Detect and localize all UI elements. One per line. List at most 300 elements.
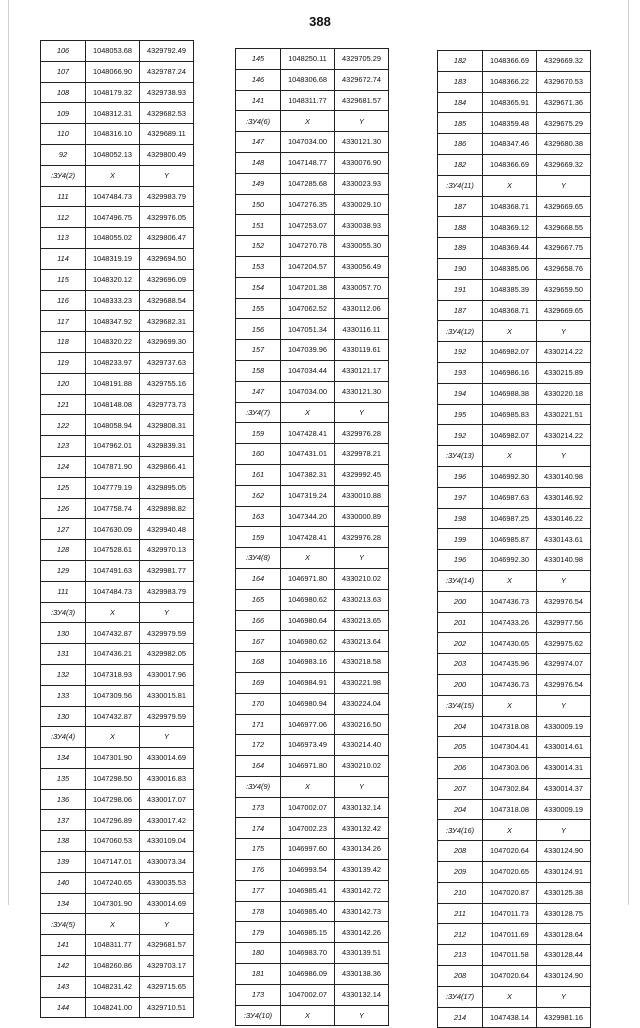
point-number-cell: 182 bbox=[438, 51, 483, 72]
x-coordinate-cell: 1048311.77 bbox=[281, 90, 335, 111]
x-coordinate-cell: 1046997.60 bbox=[281, 839, 335, 860]
x-coordinate-cell: 1046980.94 bbox=[281, 693, 335, 714]
y-coordinate-cell: 4330139.42 bbox=[335, 860, 389, 881]
y-header-cell: Y bbox=[537, 570, 591, 591]
y-coordinate-cell: 4330210.02 bbox=[335, 756, 389, 777]
y-header-cell: Y bbox=[335, 111, 389, 132]
table-row bbox=[438, 404, 591, 425]
x-coordinate-cell: 1047201.38 bbox=[281, 277, 335, 298]
x-coordinate-cell: 1047428.41 bbox=[281, 423, 335, 444]
y-coordinate-cell: 4329682.31 bbox=[140, 311, 194, 332]
point-number-cell: 171 bbox=[236, 714, 281, 735]
point-number-cell: 125 bbox=[41, 477, 86, 498]
section-label-cell: :ЗУ4(15) bbox=[438, 695, 483, 716]
y-header-cell: Y bbox=[335, 1005, 389, 1026]
point-number-cell: 132 bbox=[41, 664, 86, 685]
section-header-row bbox=[41, 914, 194, 935]
section-header-row bbox=[41, 602, 194, 623]
point-number-cell: 172 bbox=[236, 735, 281, 756]
x-coordinate-cell: 1047020.64 bbox=[483, 841, 537, 862]
x-coordinate-cell: 1046984.91 bbox=[281, 672, 335, 693]
y-coordinate-cell: 4330014.61 bbox=[537, 737, 591, 758]
section-header-row bbox=[438, 570, 591, 591]
section-label-cell: :ЗУ4(12) bbox=[438, 321, 483, 342]
section-label-cell: :ЗУ4(3) bbox=[41, 602, 86, 623]
table-row bbox=[41, 706, 194, 727]
table-row bbox=[236, 69, 389, 90]
x-coordinate-cell: 1046982.07 bbox=[483, 342, 537, 363]
x-coordinate-cell: 1048260.86 bbox=[86, 956, 140, 977]
table-row bbox=[438, 508, 591, 529]
point-number-cell: 145 bbox=[236, 49, 281, 70]
y-coordinate-cell: 4330142.26 bbox=[335, 922, 389, 943]
y-coordinate-cell: 4330017.07 bbox=[140, 789, 194, 810]
x-header-cell: X bbox=[86, 914, 140, 935]
point-number-cell: 192 bbox=[438, 425, 483, 446]
y-coordinate-cell: 4330146.22 bbox=[537, 508, 591, 529]
table-row bbox=[438, 238, 591, 259]
y-coordinate-cell: 4329979.59 bbox=[140, 623, 194, 644]
x-coordinate-cell: 1047298.06 bbox=[86, 789, 140, 810]
y-coordinate-cell: 4330029.10 bbox=[335, 194, 389, 215]
x-coordinate-cell: 1047430.65 bbox=[483, 633, 537, 654]
point-number-cell: 210 bbox=[438, 882, 483, 903]
y-coordinate-cell: 4330121.30 bbox=[335, 381, 389, 402]
x-coordinate-cell: 1048055.02 bbox=[86, 228, 140, 249]
point-number-cell: 208 bbox=[438, 966, 483, 987]
x-coordinate-cell: 1046977.06 bbox=[281, 714, 335, 735]
point-number-cell: 120 bbox=[41, 373, 86, 394]
y-coordinate-cell: 4330010.88 bbox=[335, 485, 389, 506]
y-coordinate-cell: 4330213.64 bbox=[335, 631, 389, 652]
point-number-cell: 147 bbox=[236, 132, 281, 153]
y-coordinate-cell: 4330134.26 bbox=[335, 839, 389, 860]
table-row bbox=[438, 591, 591, 612]
x-coordinate-cell: 1047630.09 bbox=[86, 519, 140, 540]
point-number-cell: 140 bbox=[41, 872, 86, 893]
section-header-row bbox=[41, 727, 194, 748]
y-header-cell: Y bbox=[537, 321, 591, 342]
table-row bbox=[41, 852, 194, 873]
y-coordinate-cell: 4329895.05 bbox=[140, 477, 194, 498]
y-coordinate-cell: 4330128.75 bbox=[537, 903, 591, 924]
y-coordinate-cell: 4330124.90 bbox=[537, 966, 591, 987]
x-header-cell: X bbox=[281, 548, 335, 569]
section-header-row bbox=[438, 986, 591, 1007]
x-coordinate-cell: 1046980.64 bbox=[281, 610, 335, 631]
x-coordinate-cell: 1047318.08 bbox=[483, 716, 537, 737]
table-row bbox=[236, 818, 389, 839]
section-label-cell: :ЗУ4(4) bbox=[41, 727, 86, 748]
x-coordinate-cell: 1048359.48 bbox=[483, 113, 537, 134]
x-coordinate-cell: 1048368.71 bbox=[483, 300, 537, 321]
point-number-cell: 196 bbox=[438, 466, 483, 487]
x-coordinate-cell: 1046985.40 bbox=[281, 901, 335, 922]
point-number-cell: 200 bbox=[438, 591, 483, 612]
y-coordinate-cell: 4329675.29 bbox=[537, 113, 591, 134]
y-coordinate-cell: 4329694.50 bbox=[140, 248, 194, 269]
table-row bbox=[438, 383, 591, 404]
x-coordinate-cell: 1047432.87 bbox=[86, 623, 140, 644]
section-label-cell: :ЗУ4(9) bbox=[236, 776, 281, 797]
table-row bbox=[438, 529, 591, 550]
y-coordinate-cell: 4330142.73 bbox=[335, 901, 389, 922]
point-number-cell: 181 bbox=[236, 964, 281, 985]
table-row bbox=[438, 300, 591, 321]
table-row bbox=[236, 319, 389, 340]
table-row bbox=[236, 527, 389, 548]
y-coordinate-cell: 4329974.07 bbox=[537, 654, 591, 675]
section-label-cell: :ЗУ4(14) bbox=[438, 570, 483, 591]
point-number-cell: 111 bbox=[41, 581, 86, 602]
point-number-cell: 121 bbox=[41, 394, 86, 415]
x-coordinate-cell: 1047301.90 bbox=[86, 748, 140, 769]
y-coordinate-cell: 4330221.51 bbox=[537, 404, 591, 425]
y-coordinate-cell: 4330109.04 bbox=[140, 831, 194, 852]
table-row bbox=[236, 839, 389, 860]
point-number-cell: 194 bbox=[438, 383, 483, 404]
table-row bbox=[41, 498, 194, 519]
point-number-cell: 149 bbox=[236, 173, 281, 194]
y-coordinate-cell: 4330014.69 bbox=[140, 748, 194, 769]
y-coordinate-cell: 4329976.28 bbox=[335, 527, 389, 548]
x-header-cell: X bbox=[483, 175, 537, 196]
point-number-cell: 180 bbox=[236, 943, 281, 964]
x-header-cell: X bbox=[281, 402, 335, 423]
point-number-cell: 129 bbox=[41, 560, 86, 581]
y-coordinate-cell: 4330132.42 bbox=[335, 818, 389, 839]
y-coordinate-cell: 4329975.62 bbox=[537, 633, 591, 654]
x-coordinate-cell: 1047020.65 bbox=[483, 862, 537, 883]
table-row bbox=[41, 373, 194, 394]
y-coordinate-cell: 4329682.53 bbox=[140, 103, 194, 124]
point-number-cell: 213 bbox=[438, 945, 483, 966]
point-number-cell: 130 bbox=[41, 706, 86, 727]
y-coordinate-cell: 4329680.38 bbox=[537, 134, 591, 155]
y-coordinate-cell: 4330056.49 bbox=[335, 256, 389, 277]
x-coordinate-cell: 1048052.13 bbox=[86, 144, 140, 165]
point-number-cell: 148 bbox=[236, 152, 281, 173]
x-coordinate-cell: 1047871.90 bbox=[86, 456, 140, 477]
point-number-cell: 182 bbox=[438, 154, 483, 175]
y-coordinate-cell: 4330023.93 bbox=[335, 173, 389, 194]
table-row bbox=[236, 277, 389, 298]
point-number-cell: 212 bbox=[438, 924, 483, 945]
x-coordinate-cell: 1048347.46 bbox=[483, 134, 537, 155]
point-number-cell: 141 bbox=[236, 90, 281, 111]
table-row bbox=[438, 154, 591, 175]
x-coordinate-cell: 1047060.53 bbox=[86, 831, 140, 852]
y-coordinate-cell: 4329979.59 bbox=[140, 706, 194, 727]
table-row bbox=[236, 610, 389, 631]
point-number-cell: 207 bbox=[438, 778, 483, 799]
y-coordinate-cell: 4330055.30 bbox=[335, 236, 389, 257]
y-coordinate-cell: 4330112.06 bbox=[335, 298, 389, 319]
x-coordinate-cell: 1046983.16 bbox=[281, 652, 335, 673]
point-number-cell: 123 bbox=[41, 436, 86, 457]
table-row bbox=[41, 41, 194, 62]
y-coordinate-cell: 4330146.92 bbox=[537, 487, 591, 508]
table-row bbox=[438, 51, 591, 72]
y-coordinate-cell: 4330143.61 bbox=[537, 529, 591, 550]
section-label-cell: :ЗУ4(16) bbox=[438, 820, 483, 841]
table-row bbox=[41, 664, 194, 685]
table-row bbox=[236, 90, 389, 111]
x-coordinate-cell: 1048333.23 bbox=[86, 290, 140, 311]
point-number-cell: 112 bbox=[41, 207, 86, 228]
point-number-cell: 173 bbox=[236, 984, 281, 1005]
section-header-row bbox=[236, 548, 389, 569]
x-coordinate-cell: 1047436.73 bbox=[483, 591, 537, 612]
point-number-cell: 214 bbox=[438, 1007, 483, 1028]
x-coordinate-cell: 1047051.34 bbox=[281, 319, 335, 340]
section-header-row bbox=[438, 820, 591, 841]
table-row bbox=[438, 841, 591, 862]
table-row bbox=[236, 714, 389, 735]
table-row bbox=[438, 550, 591, 571]
x-coordinate-cell: 1047432.87 bbox=[86, 706, 140, 727]
table-row bbox=[438, 342, 591, 363]
point-number-cell: 143 bbox=[41, 976, 86, 997]
x-coordinate-cell: 1047020.64 bbox=[483, 966, 537, 987]
x-coordinate-cell: 1047253.07 bbox=[281, 215, 335, 236]
x-coordinate-cell: 1046980.62 bbox=[281, 631, 335, 652]
table-row bbox=[236, 298, 389, 319]
y-coordinate-cell: 4329992.45 bbox=[335, 464, 389, 485]
point-number-cell: 128 bbox=[41, 540, 86, 561]
point-number-cell: 209 bbox=[438, 862, 483, 883]
point-number-cell: 193 bbox=[438, 362, 483, 383]
section-header-row bbox=[236, 776, 389, 797]
coordinates-table-1 bbox=[40, 40, 194, 1018]
point-number-cell: 138 bbox=[41, 831, 86, 852]
point-number-cell: 147 bbox=[236, 381, 281, 402]
y-coordinate-cell: 4329940.48 bbox=[140, 519, 194, 540]
x-coordinate-cell: 1048319.19 bbox=[86, 248, 140, 269]
x-coordinate-cell: 1048233.97 bbox=[86, 352, 140, 373]
x-coordinate-cell: 1046993.54 bbox=[281, 860, 335, 881]
x-coordinate-cell: 1048179.32 bbox=[86, 82, 140, 103]
y-coordinate-cell: 4330139.51 bbox=[335, 943, 389, 964]
y-coordinate-cell: 4329669.65 bbox=[537, 196, 591, 217]
table-row bbox=[438, 425, 591, 446]
x-coordinate-cell: 1047034.00 bbox=[281, 132, 335, 153]
table-row bbox=[236, 485, 389, 506]
y-coordinate-cell: 4329696.09 bbox=[140, 269, 194, 290]
table-row bbox=[438, 674, 591, 695]
table-row bbox=[438, 113, 591, 134]
point-number-cell: 165 bbox=[236, 589, 281, 610]
x-coordinate-cell: 1048053.68 bbox=[86, 41, 140, 62]
point-number-cell: 115 bbox=[41, 269, 86, 290]
x-coordinate-cell: 1048066.90 bbox=[86, 61, 140, 82]
y-coordinate-cell: 4329667.75 bbox=[537, 238, 591, 259]
y-coordinate-cell: 4330215.89 bbox=[537, 362, 591, 383]
x-coordinate-cell: 1046987.63 bbox=[483, 487, 537, 508]
x-header-cell: X bbox=[281, 776, 335, 797]
table-row bbox=[236, 173, 389, 194]
x-coordinate-cell: 1047382.31 bbox=[281, 464, 335, 485]
point-number-cell: 204 bbox=[438, 716, 483, 737]
x-coordinate-cell: 1046971.80 bbox=[281, 756, 335, 777]
point-number-cell: 153 bbox=[236, 256, 281, 277]
table-row bbox=[438, 362, 591, 383]
point-number-cell: 108 bbox=[41, 82, 86, 103]
table-row bbox=[438, 466, 591, 487]
y-coordinate-cell: 4330014.69 bbox=[140, 893, 194, 914]
point-number-cell: 157 bbox=[236, 340, 281, 361]
x-coordinate-cell: 1048369.12 bbox=[483, 217, 537, 238]
x-coordinate-cell: 1047435.96 bbox=[483, 654, 537, 675]
table-row bbox=[41, 394, 194, 415]
point-number-cell: 136 bbox=[41, 789, 86, 810]
y-coordinate-cell: 4329681.57 bbox=[140, 935, 194, 956]
point-number-cell: 162 bbox=[236, 485, 281, 506]
x-coordinate-cell: 1048347.92 bbox=[86, 311, 140, 332]
section-label-cell: :ЗУ4(17) bbox=[438, 986, 483, 1007]
x-coordinate-cell: 1046973.49 bbox=[281, 735, 335, 756]
x-coordinate-cell: 1047034.44 bbox=[281, 360, 335, 381]
point-number-cell: 109 bbox=[41, 103, 86, 124]
y-coordinate-cell: 4329669.32 bbox=[537, 154, 591, 175]
point-number-cell: 187 bbox=[438, 196, 483, 217]
x-coordinate-cell: 1047428.41 bbox=[281, 527, 335, 548]
point-number-cell: 111 bbox=[41, 186, 86, 207]
table-row bbox=[236, 964, 389, 985]
point-number-cell: 205 bbox=[438, 737, 483, 758]
point-number-cell: 184 bbox=[438, 92, 483, 113]
y-coordinate-cell: 4330140.98 bbox=[537, 550, 591, 571]
y-coordinate-cell: 4329898.82 bbox=[140, 498, 194, 519]
y-coordinate-cell: 4329978.21 bbox=[335, 444, 389, 465]
y-coordinate-cell: 4329659.50 bbox=[537, 279, 591, 300]
table-row bbox=[41, 144, 194, 165]
table-row bbox=[438, 882, 591, 903]
table-row bbox=[41, 352, 194, 373]
table-row bbox=[236, 631, 389, 652]
point-number-cell: 202 bbox=[438, 633, 483, 654]
section-header-row bbox=[236, 111, 389, 132]
section-label-cell: :ЗУ4(11) bbox=[438, 175, 483, 196]
x-coordinate-cell: 1048250.11 bbox=[281, 49, 335, 70]
table-row bbox=[41, 623, 194, 644]
table-row bbox=[41, 644, 194, 665]
y-coordinate-cell: 4330119.61 bbox=[335, 340, 389, 361]
x-coordinate-cell: 1047240.65 bbox=[86, 872, 140, 893]
y-coordinate-cell: 4329977.56 bbox=[537, 612, 591, 633]
y-coordinate-cell: 4329710.51 bbox=[140, 997, 194, 1018]
x-coordinate-cell: 1047758.74 bbox=[86, 498, 140, 519]
table-row bbox=[236, 984, 389, 1005]
point-number-cell: 124 bbox=[41, 456, 86, 477]
point-number-cell: 106 bbox=[41, 41, 86, 62]
y-coordinate-cell: 4330073.34 bbox=[140, 852, 194, 873]
section-header-row bbox=[438, 175, 591, 196]
point-number-cell: 190 bbox=[438, 258, 483, 279]
y-coordinate-cell: 4330121.17 bbox=[335, 360, 389, 381]
table-row bbox=[41, 207, 194, 228]
x-coordinate-cell: 1048191.88 bbox=[86, 373, 140, 394]
x-coordinate-cell: 1047779.19 bbox=[86, 477, 140, 498]
x-coordinate-cell: 1047318.08 bbox=[483, 799, 537, 820]
point-number-cell: 196 bbox=[438, 550, 483, 571]
y-coordinate-cell: 4329976.54 bbox=[537, 591, 591, 612]
point-number-cell: 141 bbox=[41, 935, 86, 956]
table-row bbox=[236, 506, 389, 527]
table-row bbox=[438, 217, 591, 238]
y-coordinate-cell: 4329672.74 bbox=[335, 69, 389, 90]
table-row bbox=[236, 797, 389, 818]
y-coordinate-cell: 4330014.37 bbox=[537, 778, 591, 799]
y-coordinate-cell: 4330214.40 bbox=[335, 735, 389, 756]
point-number-cell: 137 bbox=[41, 810, 86, 831]
table-row bbox=[438, 1007, 591, 1028]
x-coordinate-cell: 1047002.23 bbox=[281, 818, 335, 839]
table-row bbox=[236, 444, 389, 465]
point-number-cell: 174 bbox=[236, 818, 281, 839]
section-label-cell: :ЗУ4(10) bbox=[236, 1005, 281, 1026]
x-coordinate-cell: 1046985.87 bbox=[483, 529, 537, 550]
x-header-cell: X bbox=[86, 602, 140, 623]
x-coordinate-cell: 1046982.07 bbox=[483, 425, 537, 446]
y-coordinate-cell: 4330132.14 bbox=[335, 984, 389, 1005]
y-coordinate-cell: 4330009.19 bbox=[537, 799, 591, 820]
x-coordinate-cell: 1048368.71 bbox=[483, 196, 537, 217]
point-number-cell: 173 bbox=[236, 797, 281, 818]
table-row bbox=[236, 652, 389, 673]
point-number-cell: 197 bbox=[438, 487, 483, 508]
y-coordinate-cell: 4329705.29 bbox=[335, 49, 389, 70]
x-header-cell: X bbox=[281, 111, 335, 132]
y-header-cell: Y bbox=[140, 727, 194, 748]
point-number-cell: 150 bbox=[236, 194, 281, 215]
x-coordinate-cell: 1047484.73 bbox=[86, 581, 140, 602]
x-coordinate-cell: 1048385.06 bbox=[483, 258, 537, 279]
x-coordinate-cell: 1047436.21 bbox=[86, 644, 140, 665]
x-coordinate-cell: 1047002.07 bbox=[281, 984, 335, 1005]
y-coordinate-cell: 4329688.54 bbox=[140, 290, 194, 311]
x-coordinate-cell: 1047298.50 bbox=[86, 768, 140, 789]
x-coordinate-cell: 1047011.69 bbox=[483, 924, 537, 945]
x-coordinate-cell: 1046986.09 bbox=[281, 964, 335, 985]
table-row bbox=[236, 194, 389, 215]
x-coordinate-cell: 1046992.30 bbox=[483, 550, 537, 571]
x-header-cell: X bbox=[483, 820, 537, 841]
y-coordinate-cell: 4329787.24 bbox=[140, 61, 194, 82]
table-row bbox=[438, 258, 591, 279]
point-number-cell: 163 bbox=[236, 506, 281, 527]
table-row bbox=[438, 196, 591, 217]
x-coordinate-cell: 1047433.26 bbox=[483, 612, 537, 633]
point-number-cell: 183 bbox=[438, 71, 483, 92]
y-coordinate-cell: 4330213.65 bbox=[335, 610, 389, 631]
scan-edge-right bbox=[628, 0, 629, 905]
section-header-row bbox=[438, 321, 591, 342]
x-coordinate-cell: 1047034.00 bbox=[281, 381, 335, 402]
x-header-cell: X bbox=[483, 321, 537, 342]
point-number-cell: 134 bbox=[41, 893, 86, 914]
table-row bbox=[41, 789, 194, 810]
coordinates-table-2 bbox=[235, 48, 389, 1026]
point-number-cell: 142 bbox=[41, 956, 86, 977]
point-number-cell: 211 bbox=[438, 903, 483, 924]
y-coordinate-cell: 4329806.47 bbox=[140, 228, 194, 249]
y-header-cell: Y bbox=[335, 548, 389, 569]
x-coordinate-cell: 1048148.08 bbox=[86, 394, 140, 415]
point-number-cell: 160 bbox=[236, 444, 281, 465]
table-row bbox=[41, 311, 194, 332]
x-coordinate-cell: 1046983.70 bbox=[281, 943, 335, 964]
